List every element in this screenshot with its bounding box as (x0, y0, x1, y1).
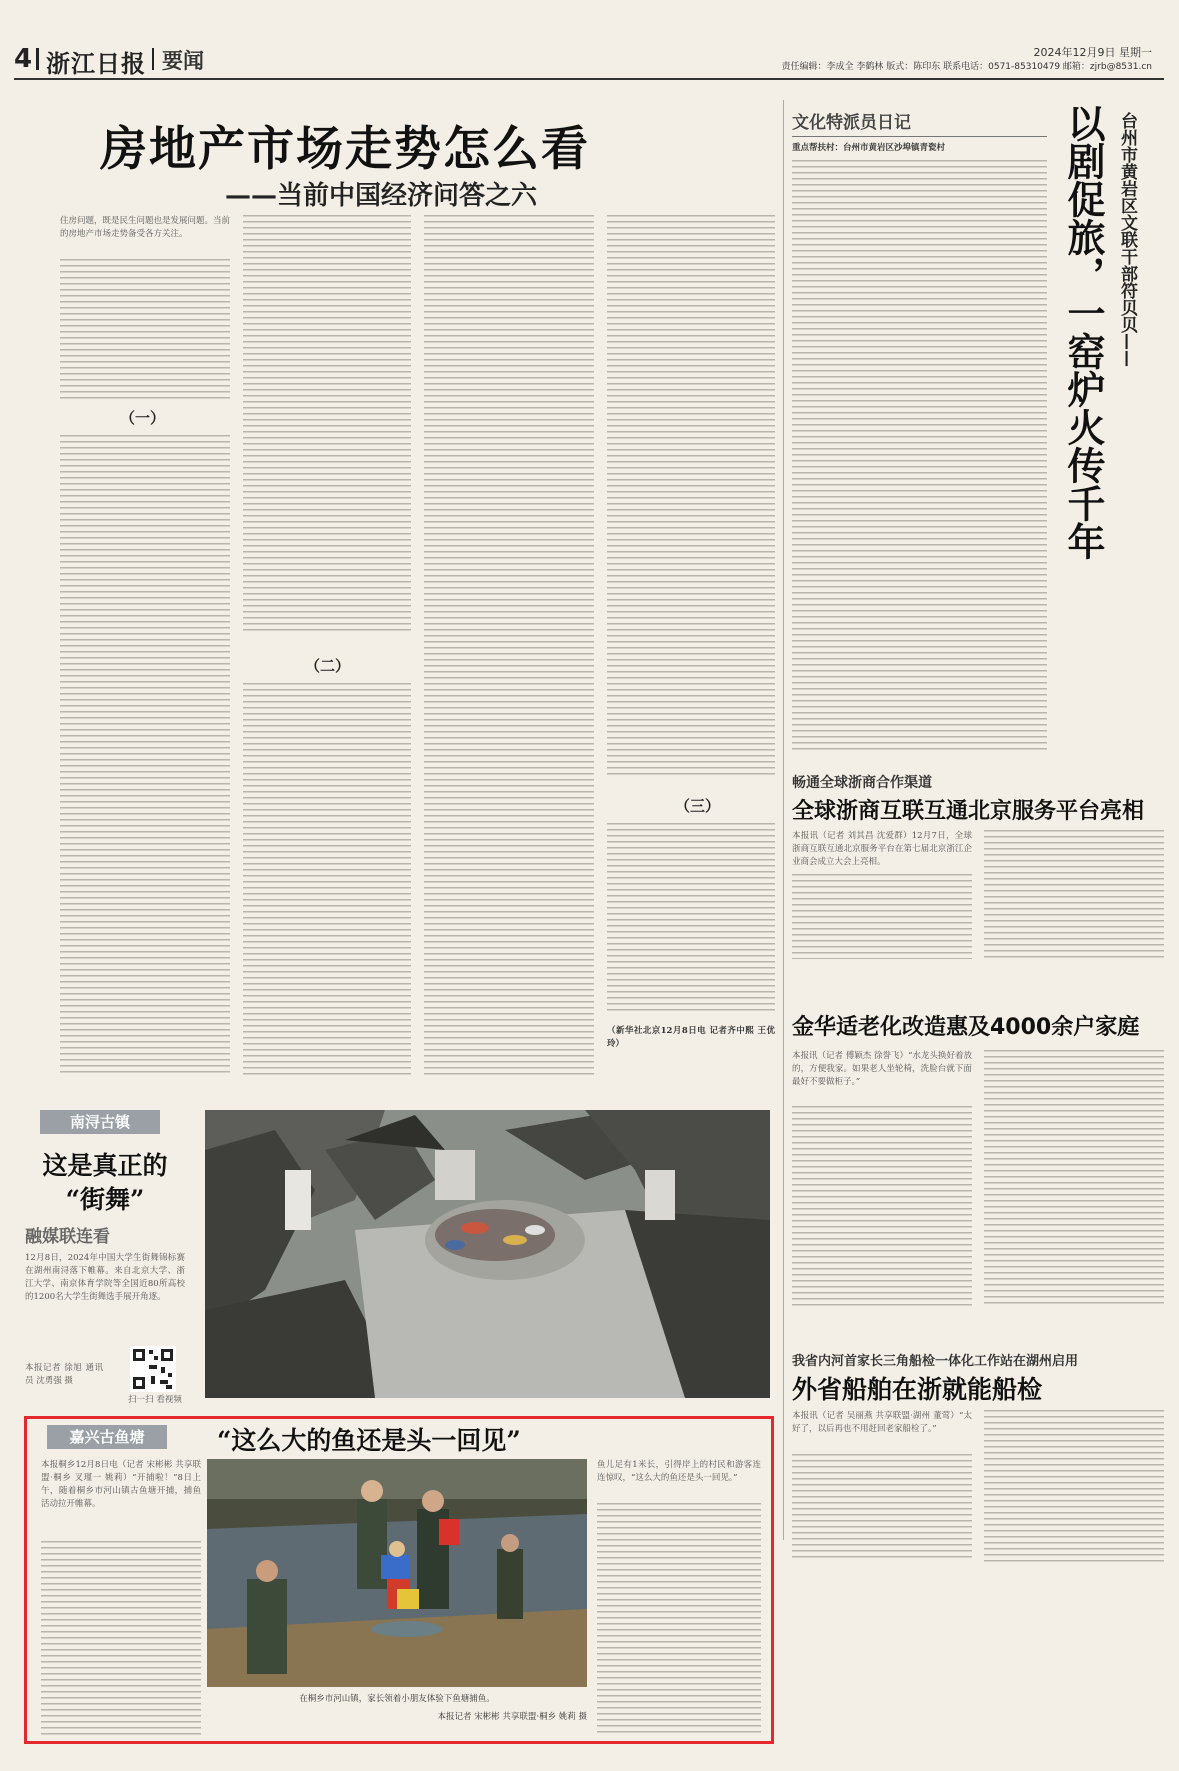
story-title: 外省船舶在浙就能船检 (792, 1375, 1043, 1404)
text-block (243, 683, 411, 1075)
story-kicker: 我省内河首家长三角船检一体化工作站在湖州启用 (792, 1354, 1079, 1369)
rong-media-label: 融媒联连看 (25, 1227, 110, 1247)
section-heading-3: （三） (675, 797, 721, 815)
photo-credit: 本报记者 徐旭 通讯员 沈勇强 摄 (25, 1363, 103, 1386)
story-kicker: 畅通全球浙商合作渠道 (792, 775, 932, 791)
text-block (984, 830, 1164, 958)
section-name: 要闻 (162, 49, 204, 73)
section-heading-1: （一） (120, 409, 166, 427)
text-block (243, 215, 411, 635)
text-block (792, 874, 972, 959)
qr-caption: 扫一扫 看视频 (128, 1395, 182, 1405)
story-title: 金华适老化改造惠及4000余户家庭 (792, 1015, 1140, 1040)
text-block (60, 435, 230, 1075)
story-lead: 本报讯（记者 傅颖杰 徐誉飞）“水龙头换好着放的，方便我家。如果老人坐轮椅，洗脸台就下面最好不要做柜子。” (792, 1051, 972, 1087)
diary-first-line: 重点帮扶村：台州市黄岩区沙埠镇青瓷村 (792, 143, 946, 153)
editors-line: 责任编辑：李成全 李鹤林 版式：陈印东 联系电话：0571-85310479 邮箱：zjrb@8531.cn (781, 62, 1152, 72)
story-title-line1: 这是真正的 (42, 1151, 168, 1180)
text-block (792, 160, 1047, 750)
text-block (607, 215, 775, 775)
lead-body (60, 215, 775, 1080)
text-block (424, 215, 594, 1075)
lead-title: 房地产市场走势怎么看 (100, 122, 590, 177)
story-merchants (792, 772, 1164, 962)
diary-tag (792, 108, 911, 132)
paper-name: 浙江日报 (46, 49, 146, 78)
diary-vertical-title: 以剧促旅，一窑炉火传千年 (1061, 104, 1106, 560)
page-number: 4 (14, 44, 33, 74)
story-ship (792, 1350, 1164, 1565)
text-block (984, 1410, 1164, 1562)
text-block (41, 1541, 201, 1737)
lead-byline: （新华社北京12月8日电 记者齐中熙 王优玲） (607, 1026, 775, 1049)
streetdance-photo (205, 1110, 770, 1398)
story-lead: 本报讯（记者 吴丽燕 共享联盟·湖州 董莺）“太好了，以后再也不用赶回老家船检了。” (792, 1411, 972, 1434)
diary-rule (792, 136, 1047, 137)
section-heading-2: （二） (305, 657, 351, 675)
header-rule (14, 78, 1164, 80)
divider-bar-2 (152, 48, 154, 70)
photo-credit: 本报记者 宋彬彬 共享联盟·桐乡 姚莉 摄 (437, 1712, 587, 1722)
story-title: 全球浙商互联互通北京服务平台亮相 (792, 799, 1145, 824)
diary-tag-label: 文化特派员日记 (792, 112, 911, 133)
diary-section (792, 104, 1164, 758)
divider-bar (36, 48, 39, 70)
story-streetdance (20, 1110, 190, 1410)
story-title-line2: “街舞” (65, 1185, 145, 1214)
text-block (607, 823, 775, 1013)
text-block (597, 1503, 761, 1737)
story-lead: 本报桐乡12月8日电（记者 宋彬彬 共享联盟·桐乡 叉瑾一 姚莉）“开捕啦！”8日上午，随着桐乡市河山镇古鱼塘开捕，捕鱼活动拉开帷幕。 (41, 1460, 201, 1509)
story-continued: 鱼儿足有1米长，引得岸上的村民和游客连连惊叹，“这么大的鱼还是头一回见。” (597, 1460, 761, 1483)
qr-code[interactable] (130, 1346, 176, 1392)
story-lead: 12月8日，2024年中国大学生街舞锦标赛在湖州南浔落下帷幕。来自北京大学、浙江大学、南京体育学院等全国近80所高校的1200名大学生街舞选手展开角逐。 (25, 1253, 185, 1302)
featured-box (24, 1416, 774, 1744)
lead-intro: 住房问题，既是民生问题也是发展问题。当前的房地产市场走势备受各方关注。 (60, 216, 230, 239)
issue-date: 2024年12月9日 星期一 (1033, 46, 1152, 59)
story-tag: 嘉兴古鱼塘 (47, 1425, 167, 1449)
masthead (14, 44, 1164, 78)
story-jinhua (792, 1010, 1164, 1310)
photo-caption: 在桐乡市河山镇，家长领着小朋友体验下鱼塘捕鱼。 (299, 1694, 495, 1704)
column-rule (783, 100, 784, 1540)
story-title: “这么大的鱼还是头一回见” (217, 1426, 521, 1455)
fishing-photo (207, 1459, 587, 1687)
lead-subtitle: ——当前中国经济问答之六 (225, 181, 538, 211)
text-block (792, 1106, 972, 1306)
story-lead: 本报讯（记者 刘其昌 沈爱群）12月7日，全球浙商互联互通北京服务平台在第七届北京浙江企业商会成立大会上亮相。 (792, 831, 972, 867)
diary-vertical-subtitle: 台州市黄岩区文联干部符贝贝—— (1117, 112, 1137, 367)
text-block (984, 1050, 1164, 1306)
text-block (60, 259, 230, 399)
text-block (792, 1454, 972, 1562)
story-tag: 南浔古镇 (40, 1110, 160, 1134)
